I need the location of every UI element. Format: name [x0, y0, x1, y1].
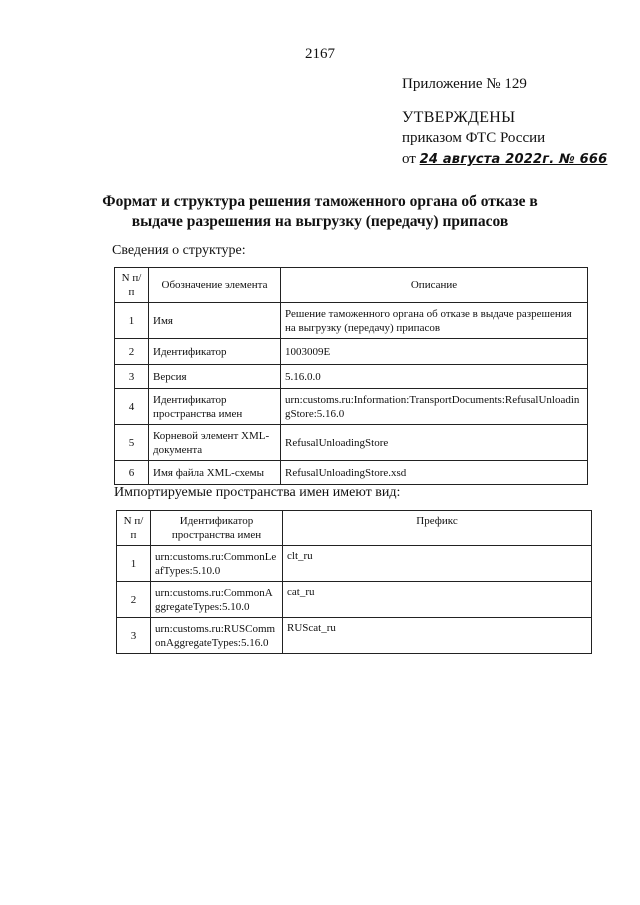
row-number: 6 [115, 461, 149, 485]
table-row [115, 425, 588, 461]
row-number: 3 [117, 618, 151, 654]
row-number: 2 [115, 339, 149, 365]
row-namespace-id: urn:customs.ru:CommonAggregateTypes:5.10.0 [151, 582, 283, 618]
table-row [117, 618, 592, 654]
header-cell-element: Обозначение элемента [149, 268, 281, 303]
row-prefix: RUScat_ru [283, 618, 592, 654]
appendix-label: Приложение № 129 [402, 76, 527, 92]
row-description: Решение таможенного органа об отказе в выдаче разрешения на выгрузку (передачу) припасов [281, 303, 588, 339]
table-row [117, 582, 592, 618]
structure-table [114, 267, 588, 485]
header-cell-number: N п/п [115, 268, 149, 303]
row-description: urn:customs.ru:Information:TransportDocuments:RefusalUnloadingStore:5.16.0 [281, 389, 588, 425]
approval-block [402, 108, 607, 170]
row-namespace-id: urn:customs.ru:CommonLeafTypes:5.10.0 [151, 546, 283, 582]
row-number: 3 [115, 365, 149, 389]
approval-order-line: приказом ФТС России [402, 130, 546, 146]
namespaces-section-label: Импортируемые пространства имен имеют вид: [114, 485, 401, 500]
table-header-row [115, 268, 588, 303]
header-cell-description: Описание [281, 268, 588, 303]
table-row [117, 546, 592, 582]
table-row [115, 461, 588, 485]
table-row [115, 365, 588, 389]
row-number: 5 [115, 425, 149, 461]
row-element-name: Корневой элемент XML-документа [149, 425, 281, 461]
row-number: 2 [117, 582, 151, 618]
header-cell-number: N п/п [117, 511, 151, 546]
page-number: 2167 [305, 46, 335, 62]
document-title: Формат и структура решения таможенного органа об отказе в выдаче разрешения на выгрузку (передачу) припасов [102, 193, 538, 230]
approval-date-line [402, 149, 607, 170]
row-namespace-id: urn:customs.ru:RUSCommonAggregateTypes:5.16.0 [151, 618, 283, 654]
approval-title: УТВЕРЖДЕНЫ [402, 109, 516, 126]
row-element-name: Идентификатор [149, 339, 281, 365]
structure-section-label: Сведения о структуре: [112, 243, 246, 258]
row-number: 1 [117, 546, 151, 582]
table-row [115, 339, 588, 365]
row-element-name: Идентификатор пространства имен [149, 389, 281, 425]
row-element-name: Версия [149, 365, 281, 389]
approval-date-prefix: от [402, 151, 416, 167]
approval-date-handwritten: 24 августа 2022г. № 666 [419, 152, 608, 167]
row-element-name: Имя файла XML-схемы [149, 461, 281, 485]
row-number: 4 [115, 389, 149, 425]
row-description: RefusalUnloadingStore.xsd [281, 461, 588, 485]
row-prefix: clt_ru [283, 546, 592, 582]
row-description: RefusalUnloadingStore [281, 425, 588, 461]
table-row [115, 303, 588, 339]
row-number: 1 [115, 303, 149, 339]
header-cell-namespace-id: Идентификатор пространства имен [151, 511, 283, 546]
header-cell-prefix: Префикс [283, 511, 592, 546]
row-element-name: Имя [149, 303, 281, 339]
table-header-row [117, 511, 592, 546]
row-prefix: cat_ru [283, 582, 592, 618]
row-description: 1003009E [281, 339, 588, 365]
row-description: 5.16.0.0 [281, 365, 588, 389]
table-row [115, 389, 588, 425]
namespaces-table [116, 510, 592, 654]
